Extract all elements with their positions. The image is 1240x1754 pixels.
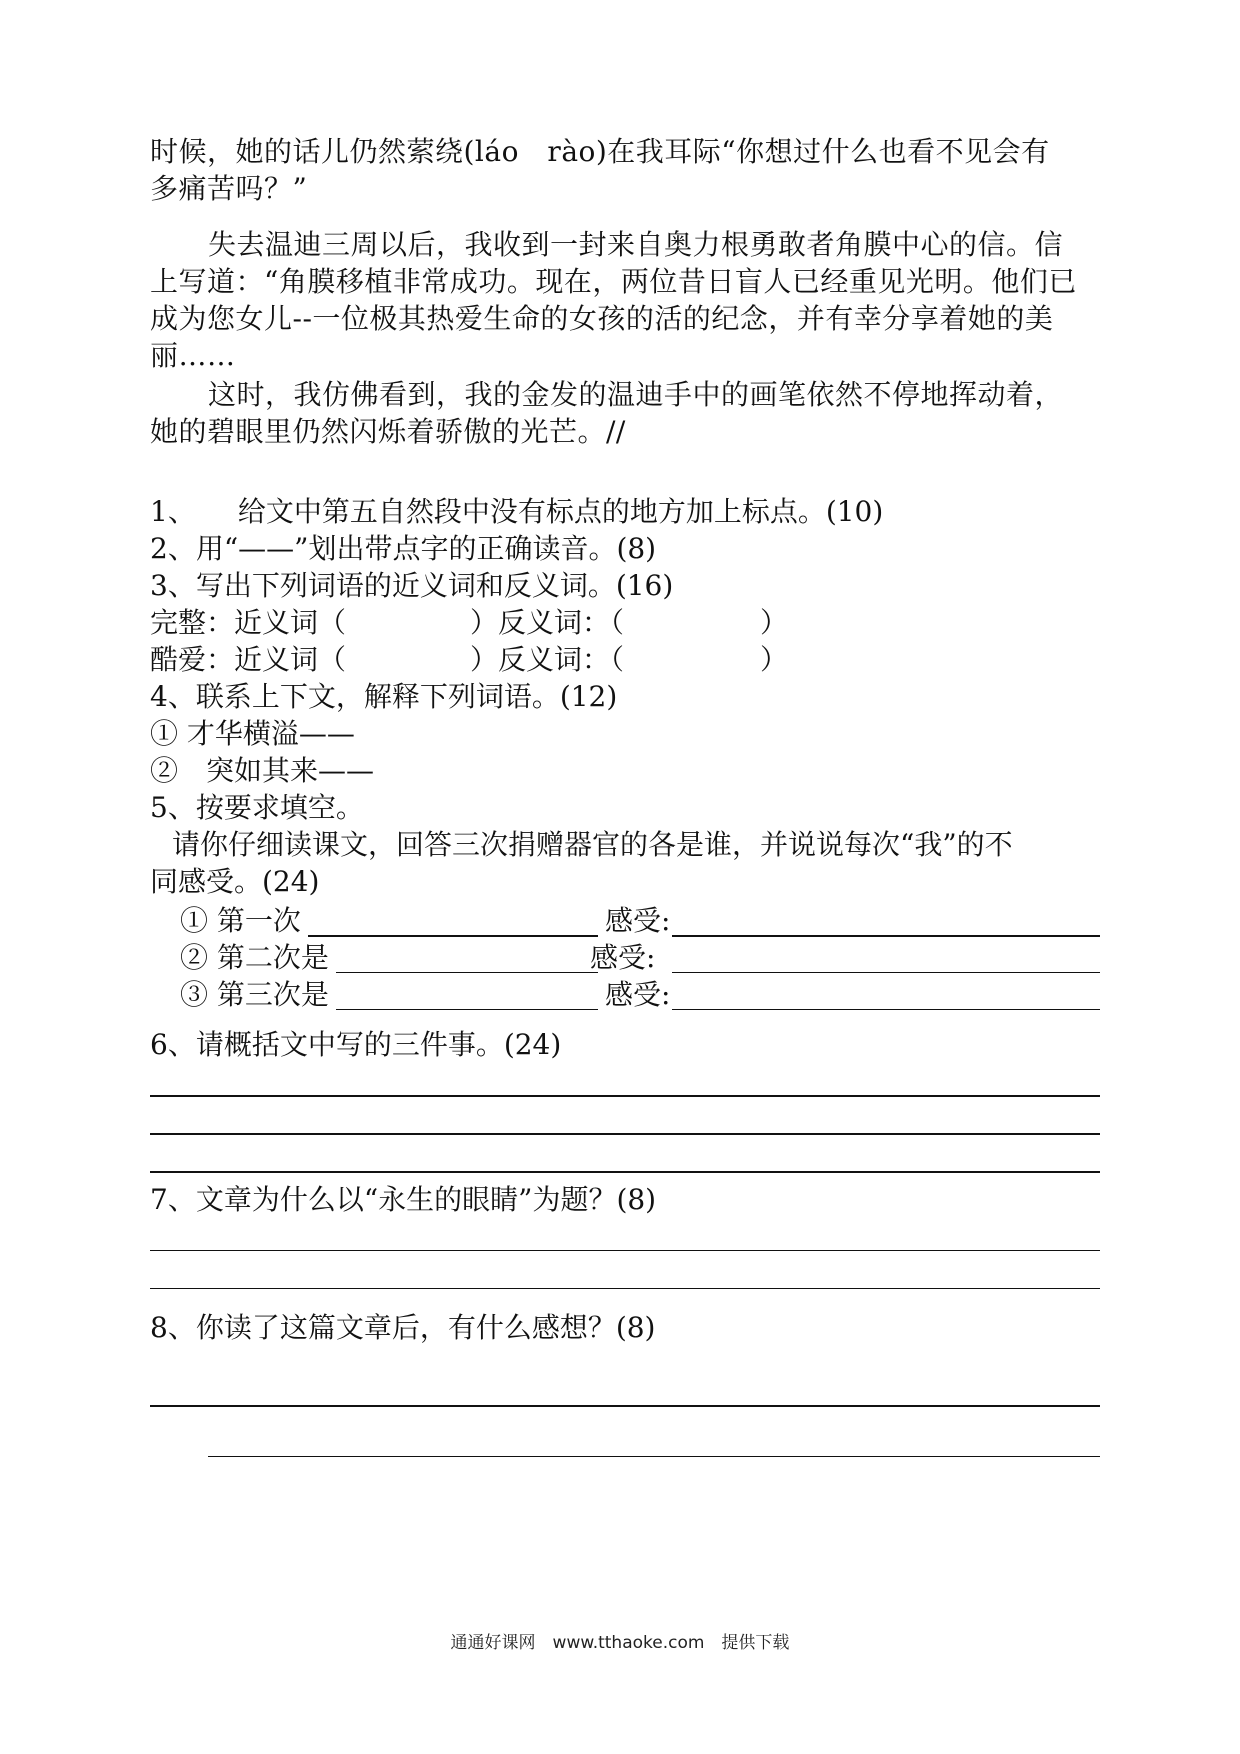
passage-line: 多痛苦吗？” (150, 172, 308, 205)
q5-row-label: ① 第一次 (180, 904, 301, 937)
q5-row-label: ② 第二次是 (180, 941, 329, 974)
passage-line: 失去温迪三周以后，我收到一封来自奥力根勇敢者角膜中心的信。信 (208, 228, 1064, 261)
q3-close-paren: ） (760, 643, 789, 676)
q5-feel-label: 感受: (605, 978, 671, 1011)
q7-answer-line[interactable] (150, 1288, 1100, 1289)
q3-word-label: 完整：近义词（ (150, 606, 347, 639)
question-3: 3、写出下列词语的近义词和反义词。(16) (150, 569, 674, 602)
question-1: 1、 给文中第五自然段中没有标点的地方加上标点。(10) (150, 495, 884, 528)
q5-answer-line[interactable] (336, 1009, 598, 1010)
q6-answer-line[interactable] (150, 1171, 1100, 1173)
q5-row-label: ③ 第三次是 (180, 978, 329, 1011)
passage-line: 成为您女儿--一位极其热爱生命的女孩的活的纪念，并有幸分享着她的美 (150, 302, 1054, 335)
question-6: 6、请概括文中写的三件事。(24) (150, 1028, 562, 1061)
q5-prompt: 请你仔细读课文，回答三次捐赠器官的各是谁，并说说每次“我”的不 (172, 828, 1013, 861)
q5-feel-line[interactable] (672, 1009, 1100, 1010)
q5-feel-line[interactable] (672, 935, 1100, 937)
question-8: 8、你读了这篇文章后，有什么感想？(8) (150, 1311, 656, 1344)
question-2: 2、用“——”划出带点字的正确读音。(8) (150, 532, 657, 565)
footer-credit: 通通好课网 www.tthaoke.com 提供下载 (450, 1633, 790, 1653)
q4-item: ② 突如其来—— (150, 754, 375, 787)
q6-answer-line[interactable] (150, 1095, 1100, 1097)
q5-answer-line[interactable] (336, 972, 598, 973)
q5-feel-label: 感受: (605, 904, 671, 937)
passage-line: 丽…… (150, 339, 236, 372)
question-7: 7、文章为什么以“永生的眼睛”为题？(8) (150, 1183, 657, 1216)
passage-line: 时候，她的话儿仍然萦绕(láo rào)在我耳际“你想过什么也看不见会有 (150, 135, 1050, 168)
question-5: 5、按要求填空。 (150, 791, 364, 824)
question-4: 4、联系上下文，解释下列词语。(12) (150, 680, 618, 713)
q3-antonym-label: ）反义词：（ (470, 606, 625, 639)
q4-item: ① 才华横溢—— (150, 717, 355, 750)
q5-feel-line[interactable] (672, 972, 1100, 973)
passage-line: 她的碧眼里仍然闪烁着骄傲的光芒。// (150, 415, 626, 448)
q7-answer-line[interactable] (150, 1250, 1100, 1251)
q5-prompt: 同感受。(24) (150, 865, 320, 898)
q8-answer-line[interactable] (150, 1405, 1100, 1407)
worksheet-page (150, 0, 1100, 1754)
q3-word-label: 酷爱：近义词（ (150, 643, 347, 676)
passage-line: 上写道：“角膜移植非常成功。现在，两位昔日盲人已经重见光明。他们已 (150, 265, 1077, 298)
q3-antonym-label: ）反义词：（ (470, 643, 625, 676)
q3-close-paren: ） (760, 606, 789, 639)
q8-answer-line[interactable] (208, 1456, 1100, 1457)
q6-answer-line[interactable] (150, 1133, 1100, 1135)
passage-line: 这时，我仿佛看到，我的金发的温迪手中的画笔依然不停地挥动着， (208, 378, 1064, 411)
q5-feel-label: 感受: (590, 941, 656, 974)
q5-answer-line[interactable] (308, 935, 598, 937)
